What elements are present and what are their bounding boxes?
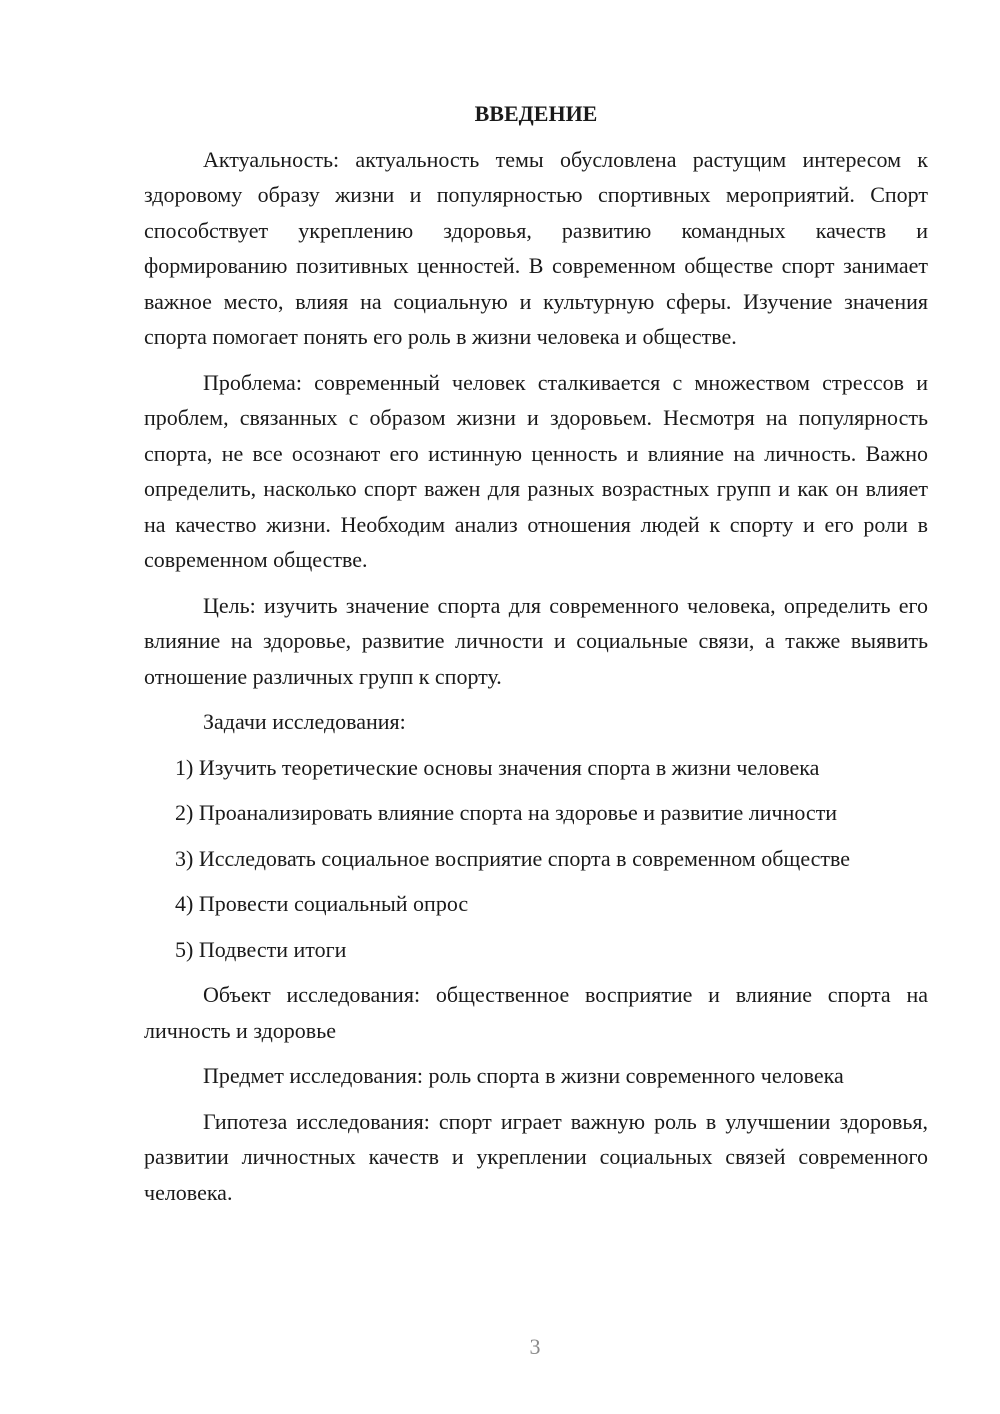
tasks-heading: Задачи исследования: <box>203 709 406 734</box>
task-item: 5) Подвести итоги <box>175 936 347 962</box>
task-item: 2) Проанализировать влияние спорта на здоровье и развитие личности <box>175 800 838 825</box>
subject-paragraph: Предмет исследования: роль спорта в жизни современного человека <box>203 1063 844 1088</box>
problem-paragraph: Проблема: современный человек сталкивается с множеством стрессов и проблем, связанных с образом жизни и здоровьем. Несмотря на популярность спорта, не все осознают его истинную ценность и влияние на личность. Важно определить, насколько спорт важен для разных возрастных групп и как он влияет на качество жизни. Необходим анализ отношения людей к спорту и его роли в современном обществе. <box>144 369 928 572</box>
document-body <box>144 96 928 1220</box>
hypothesis-paragraph: Гипотеза исследования: спорт играет важную роль в улучшении здоровья, развитии личностных качеств и укреплении социальных связей современного человека. <box>144 1108 928 1205</box>
relevance-paragraph: Актуальность: актуальность темы обусловлена растущим интересом к здоровому образу жизни и популярностью спортивных мероприятий. Спорт способствует укреплению здоровья, развитию командных качеств и формированию позитивных ценностей. В современном обществе спорт занимает важное место, влияя на социальную и культурную сферы. Изучение значения спорта помогает понять его роль в жизни человека и обществе. <box>144 146 928 349</box>
page-number: 3 <box>529 1334 541 1359</box>
task-item: 3) Исследовать социальное восприятие спорта в современном обществе <box>175 845 851 871</box>
section-title: ВВЕДЕНИЕ <box>474 101 598 126</box>
task-item: 4) Провести социальный опрос <box>175 891 469 916</box>
task-item: 1) Изучить теоретические основы значения спорта в жизни человека <box>175 754 820 780</box>
object-paragraph: Объект исследования: общественное восприятие и влияние спорта на личность и здоровье <box>144 982 928 1043</box>
goal-paragraph: Цель: изучить значение спорта для современного человека, определить его влияние на здоровье, развитие личности и социальные связи, а также выявить отношение различных групп к спорту. <box>144 592 928 689</box>
